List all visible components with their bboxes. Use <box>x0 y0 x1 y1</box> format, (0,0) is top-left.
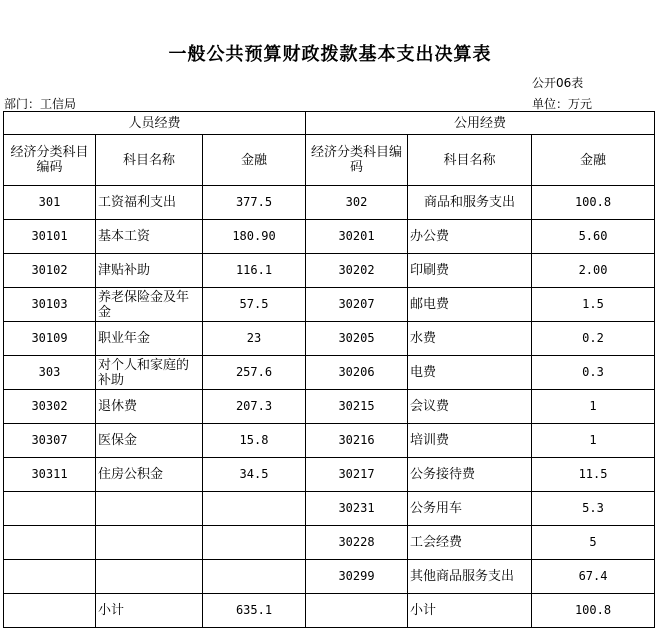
right-code-cell: 30228 <box>306 526 408 560</box>
right-name-cell: 水费 <box>408 322 532 356</box>
right-code-cell: 30215 <box>306 390 408 424</box>
right-amount-cell: 1 <box>532 390 655 424</box>
subtotal-row <box>4 594 655 628</box>
right-amount-cell: 5.3 <box>532 492 655 526</box>
form-number: 公开06表 <box>532 76 584 90</box>
right-name-header: 科目名称 <box>408 135 532 186</box>
right-name-cell: 商品和服务支出 <box>408 186 532 220</box>
table-row <box>4 322 655 356</box>
left-name-cell: 津贴补助 <box>96 254 203 288</box>
left-code-cell: 30307 <box>4 424 96 458</box>
public-header: 公用经费 <box>306 112 655 135</box>
left-amount-cell <box>203 526 306 560</box>
right-amount-cell: 2.00 <box>532 254 655 288</box>
left-amount-cell: 207.3 <box>203 390 306 424</box>
left-name-cell <box>96 526 203 560</box>
right-amount-cell: 5.60 <box>532 220 655 254</box>
department-label: 部门：工信局 <box>4 97 77 111</box>
right-name-cell: 办公费 <box>408 220 532 254</box>
right-code-cell: 30207 <box>306 288 408 322</box>
right-amount-header: 金融 <box>532 135 655 186</box>
table-row <box>4 390 655 424</box>
left-code-header: 经济分类科目编码 <box>4 135 96 186</box>
left-code-cell <box>4 492 96 526</box>
left-name-cell: 对个人和家庭的补助 <box>96 356 203 390</box>
left-name-header: 科目名称 <box>96 135 203 186</box>
left-name-cell: 住房公积金 <box>96 458 203 492</box>
table-row <box>4 424 655 458</box>
unit-label: 单位：万元 <box>532 97 593 111</box>
left-code-cell: 301 <box>4 186 96 220</box>
left-code-cell <box>4 526 96 560</box>
report-title: 一般公共预算财政拨款基本支出决算表 <box>168 44 492 65</box>
right-subtotal-label: 小计 <box>408 594 532 628</box>
left-code-cell <box>4 560 96 594</box>
right-name-cell: 电费 <box>408 356 532 390</box>
group-header-row <box>4 112 655 135</box>
right-code-cell: 30217 <box>306 458 408 492</box>
left-code-cell: 30101 <box>4 220 96 254</box>
right-code-cell: 30216 <box>306 424 408 458</box>
left-name-cell: 养老保险金及年金 <box>96 288 203 322</box>
right-amount-cell: 5 <box>532 526 655 560</box>
right-name-cell: 印刷费 <box>408 254 532 288</box>
left-name-cell <box>96 560 203 594</box>
table-row <box>4 526 655 560</box>
left-name-cell: 医保金 <box>96 424 203 458</box>
right-name-cell: 会议费 <box>408 390 532 424</box>
left-code-cell: 30109 <box>4 322 96 356</box>
right-code-cell: 30206 <box>306 356 408 390</box>
left-name-cell <box>96 492 203 526</box>
right-code-cell <box>306 594 408 628</box>
left-subtotal-amount: 635.1 <box>203 594 306 628</box>
left-amount-cell: 180.90 <box>203 220 306 254</box>
right-name-cell: 其他商品服务支出 <box>408 560 532 594</box>
left-amount-cell: 116.1 <box>203 254 306 288</box>
left-amount-cell: 257.6 <box>203 356 306 390</box>
right-name-cell: 公务接待费 <box>408 458 532 492</box>
right-code-cell: 30202 <box>306 254 408 288</box>
left-name-cell: 基本工资 <box>96 220 203 254</box>
table-row <box>4 560 655 594</box>
left-amount-cell: 34.5 <box>203 458 306 492</box>
table-row <box>4 186 655 220</box>
left-amount-cell: 57.5 <box>203 288 306 322</box>
column-header-row <box>4 135 655 186</box>
table-row <box>4 288 655 322</box>
right-name-cell: 工会经费 <box>408 526 532 560</box>
right-amount-cell: 11.5 <box>532 458 655 492</box>
left-code-cell: 30311 <box>4 458 96 492</box>
right-subtotal-amount: 100.8 <box>532 594 655 628</box>
right-code-cell: 302 <box>306 186 408 220</box>
right-amount-cell: 0.3 <box>532 356 655 390</box>
table-row <box>4 458 655 492</box>
right-name-cell: 公务用车 <box>408 492 532 526</box>
right-amount-cell: 67.4 <box>532 560 655 594</box>
left-name-cell: 工资福利支出 <box>96 186 203 220</box>
table-row <box>4 356 655 390</box>
right-name-cell: 培训费 <box>408 424 532 458</box>
right-amount-cell: 1 <box>532 424 655 458</box>
left-code-cell <box>4 594 96 628</box>
right-code-cell: 30205 <box>306 322 408 356</box>
left-amount-cell: 377.5 <box>203 186 306 220</box>
right-amount-cell: 100.8 <box>532 186 655 220</box>
right-name-cell: 邮电费 <box>408 288 532 322</box>
right-amount-cell: 0.2 <box>532 322 655 356</box>
left-amount-cell: 15.8 <box>203 424 306 458</box>
left-amount-header: 金融 <box>203 135 306 186</box>
right-code-cell: 30299 <box>306 560 408 594</box>
expenditure-table <box>3 111 655 628</box>
left-amount-cell <box>203 560 306 594</box>
left-amount-cell <box>203 492 306 526</box>
left-subtotal-label: 小计 <box>96 594 203 628</box>
right-amount-cell: 1.5 <box>532 288 655 322</box>
left-code-cell: 303 <box>4 356 96 390</box>
left-name-cell: 职业年金 <box>96 322 203 356</box>
table-row <box>4 220 655 254</box>
right-code-cell: 30231 <box>306 492 408 526</box>
table-row <box>4 254 655 288</box>
table-row <box>4 492 655 526</box>
left-name-cell: 退休费 <box>96 390 203 424</box>
left-code-cell: 30102 <box>4 254 96 288</box>
left-amount-cell: 23 <box>203 322 306 356</box>
left-code-cell: 30103 <box>4 288 96 322</box>
right-code-header: 经济分类科目编码 <box>306 135 408 186</box>
personnel-header: 人员经费 <box>4 112 306 135</box>
left-code-cell: 30302 <box>4 390 96 424</box>
right-code-cell: 30201 <box>306 220 408 254</box>
